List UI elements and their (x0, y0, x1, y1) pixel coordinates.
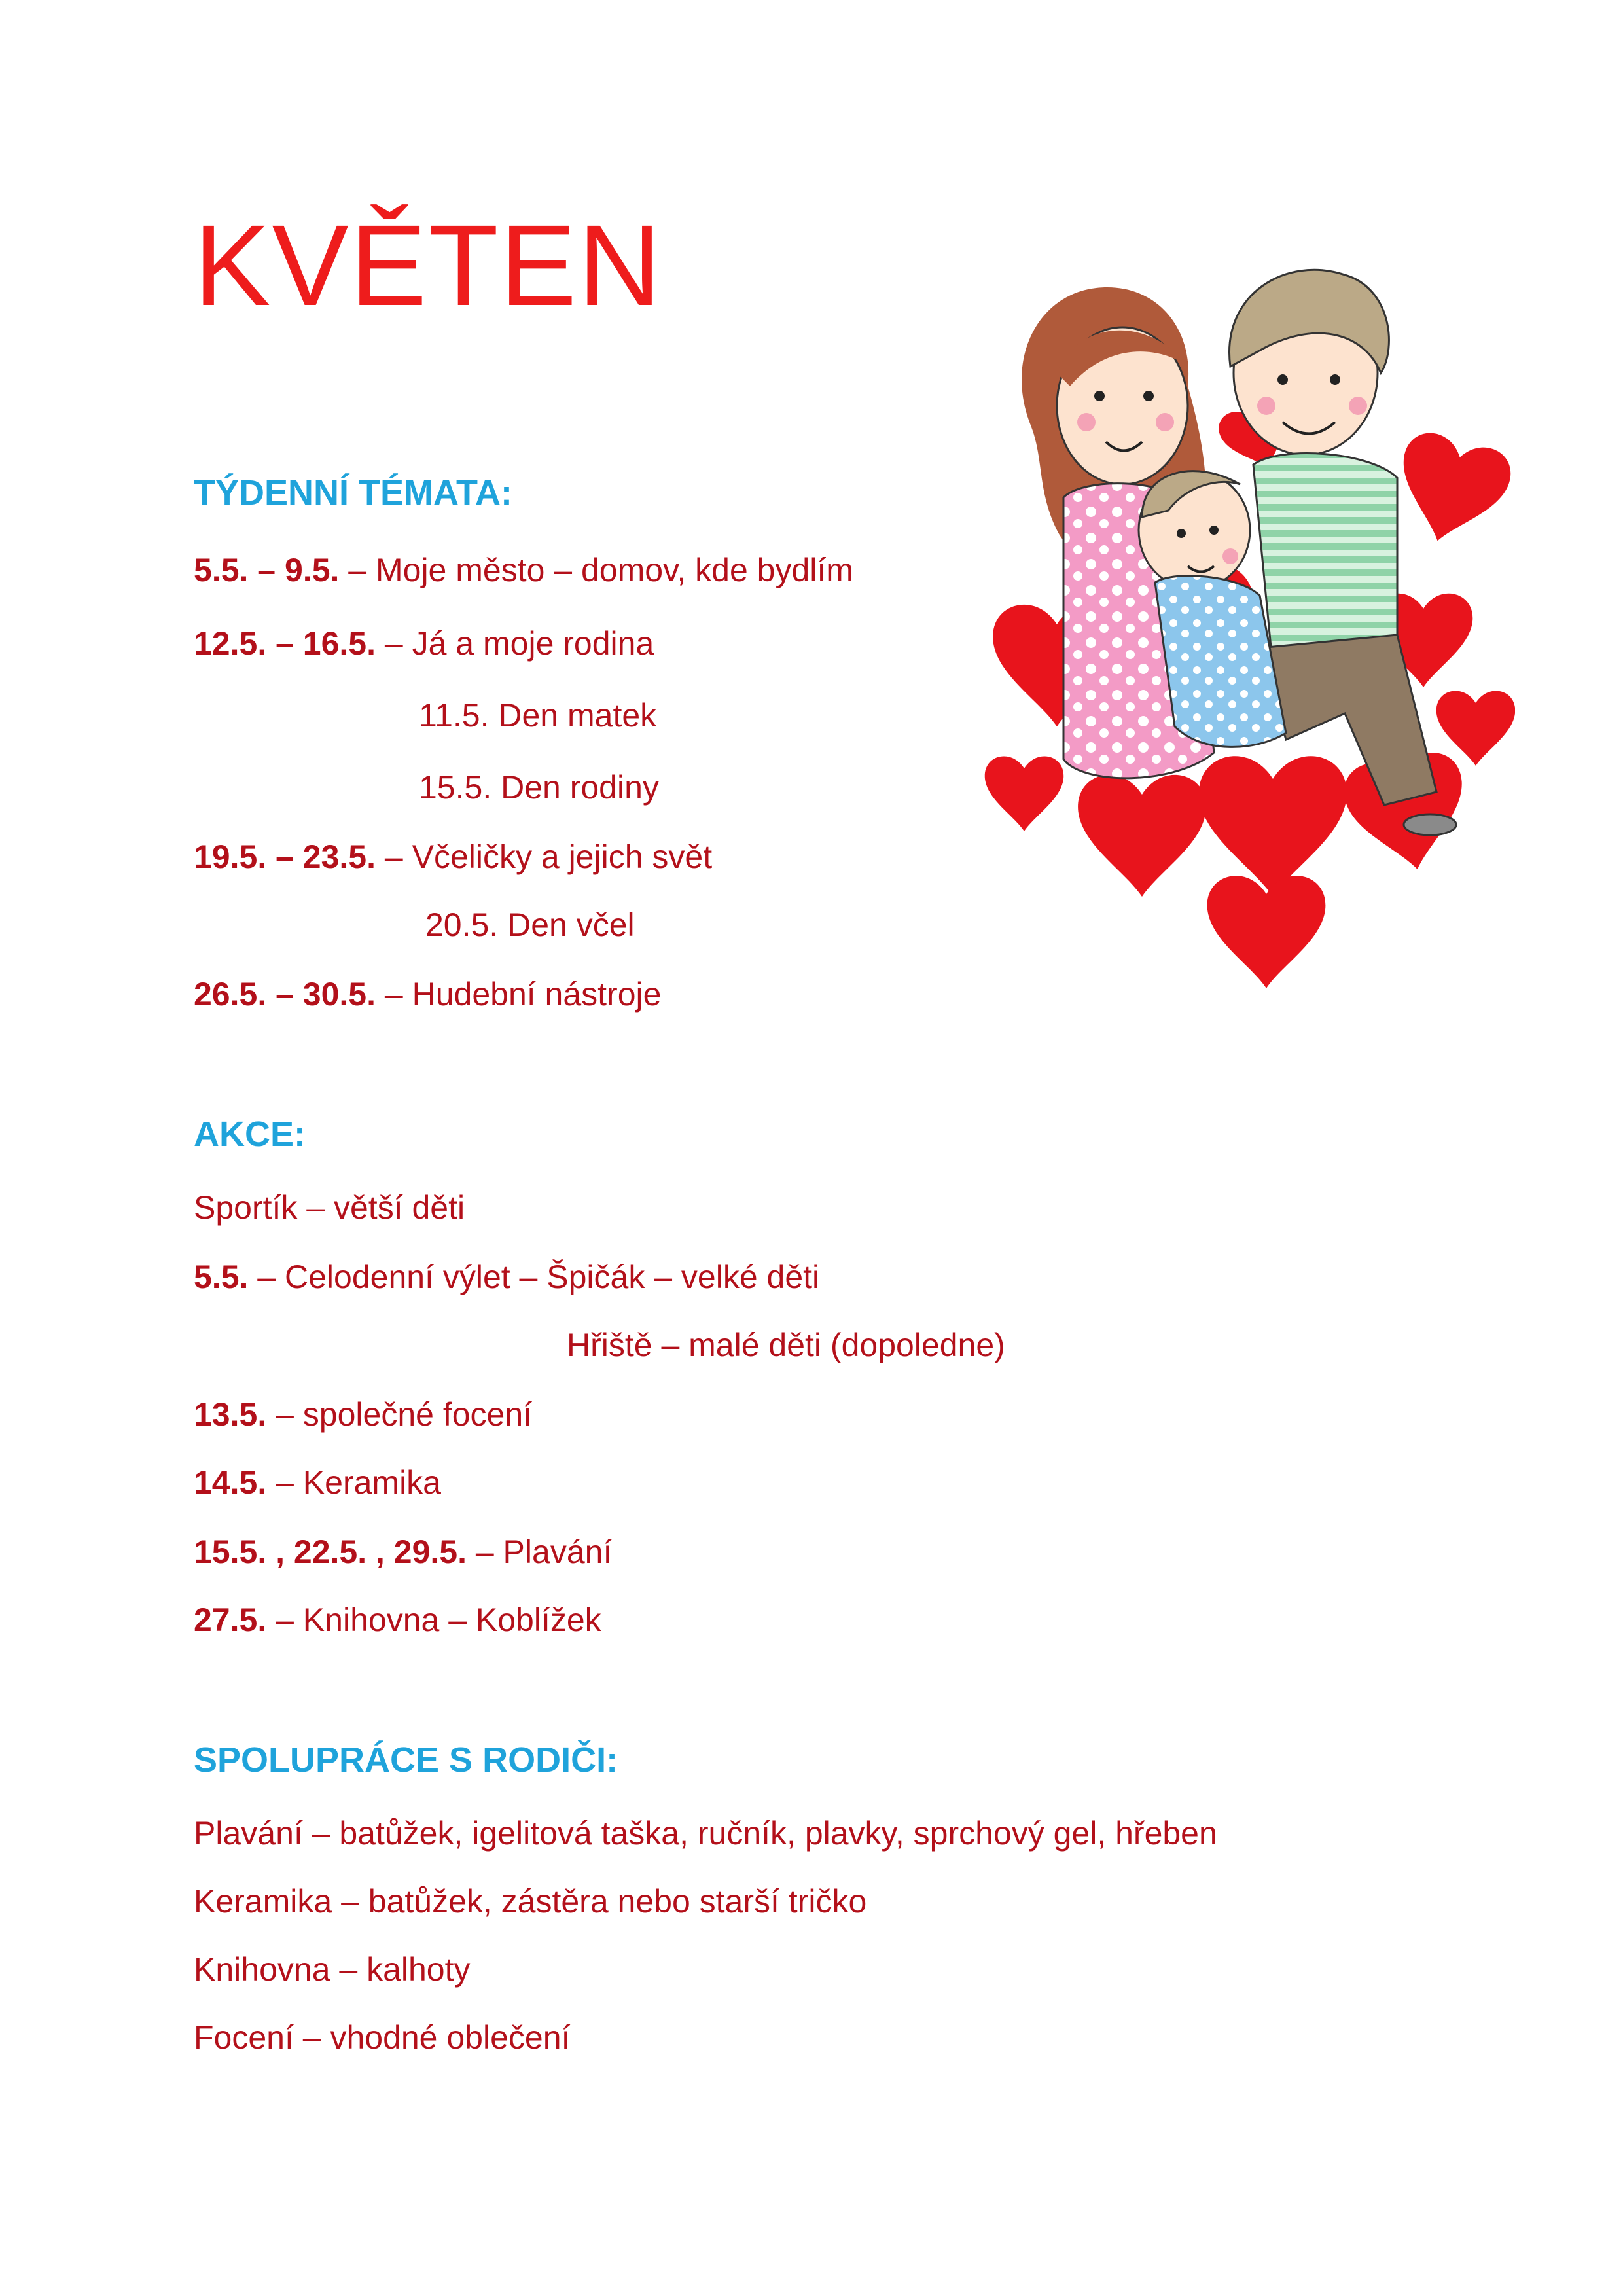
events-heading: AKCE: (194, 1115, 306, 1154)
event-line (194, 1398, 532, 1431)
heart-icon (1385, 427, 1515, 555)
event-text: – Knihovna – Koblížek (266, 1602, 601, 1638)
theme-date: 12.5. – 16.5. (194, 625, 376, 662)
heart-icon (1199, 756, 1347, 897)
event-date: 15.5. , 22.5. , 29.5. (194, 1534, 467, 1570)
event-date: 14.5. (194, 1464, 267, 1501)
heart-icon (1078, 775, 1206, 897)
theme-text: 20.5. Den včel (425, 906, 635, 943)
theme-text: – Já a moje rodina (376, 625, 654, 662)
father-figure (1229, 270, 1456, 835)
event-line (194, 1535, 612, 1568)
event-text: Sportík – větší děti (194, 1189, 465, 1226)
theme-line (194, 554, 853, 586)
event-text: Hřiště – malé děti (dopoledne) (567, 1327, 1005, 1363)
theme-text: – Hudební nástroje (376, 976, 662, 1013)
theme-text: – Včeličky a jejich svět (376, 838, 713, 875)
weekly-themes-heading: TÝDENNÍ TÉMATA: (194, 473, 512, 512)
parents-line: Focení – vhodné oblečení (194, 2019, 571, 2056)
parents-line: Keramika – batůžek, zástěra nebo starší tričko (194, 1883, 867, 1920)
theme-subline (419, 699, 656, 732)
theme-text: 11.5. Den matek (419, 697, 657, 734)
event-subline (567, 1329, 1005, 1361)
event-line (194, 1261, 819, 1293)
heart-icon (1207, 876, 1326, 988)
theme-subline (419, 771, 659, 804)
parents-line: Plavání – batůžek, igelitová taška, ručník, plavky, sprchový gel, hřeben (194, 1815, 1217, 1852)
theme-text: – Moje město – domov, kde bydlím (339, 552, 853, 588)
event-text: – Celodenní výlet – Špičák – velké děti (248, 1259, 820, 1295)
event-text: – Plavání (466, 1534, 613, 1570)
theme-subline (425, 908, 635, 941)
heart-icon (1436, 691, 1515, 766)
parents-line: Knihovna – kalhoty (194, 1951, 471, 1988)
page-title: KVĚTEN (194, 202, 663, 330)
theme-text: 15.5. Den rodiny (419, 769, 659, 806)
parents-heading: SPOLUPRÁCE S RODIČI: (194, 1740, 618, 1780)
theme-line (194, 627, 654, 660)
event-text: – Keramika (266, 1464, 441, 1501)
event-line (194, 1604, 601, 1636)
family-hearts-illustration (978, 216, 1515, 1034)
event-line (194, 1466, 441, 1499)
event-text: – společné focení (266, 1396, 533, 1433)
heart-icon (985, 756, 1064, 831)
theme-line (194, 840, 712, 873)
theme-line (194, 978, 661, 1011)
event-date: 27.5. (194, 1602, 267, 1638)
event-date: 13.5. (194, 1396, 267, 1433)
theme-date: 19.5. – 23.5. (194, 838, 376, 875)
theme-date: 26.5. – 30.5. (194, 976, 376, 1013)
event-date: 5.5. (194, 1259, 249, 1295)
theme-date: 5.5. – 9.5. (194, 552, 340, 588)
event-line (194, 1191, 465, 1224)
